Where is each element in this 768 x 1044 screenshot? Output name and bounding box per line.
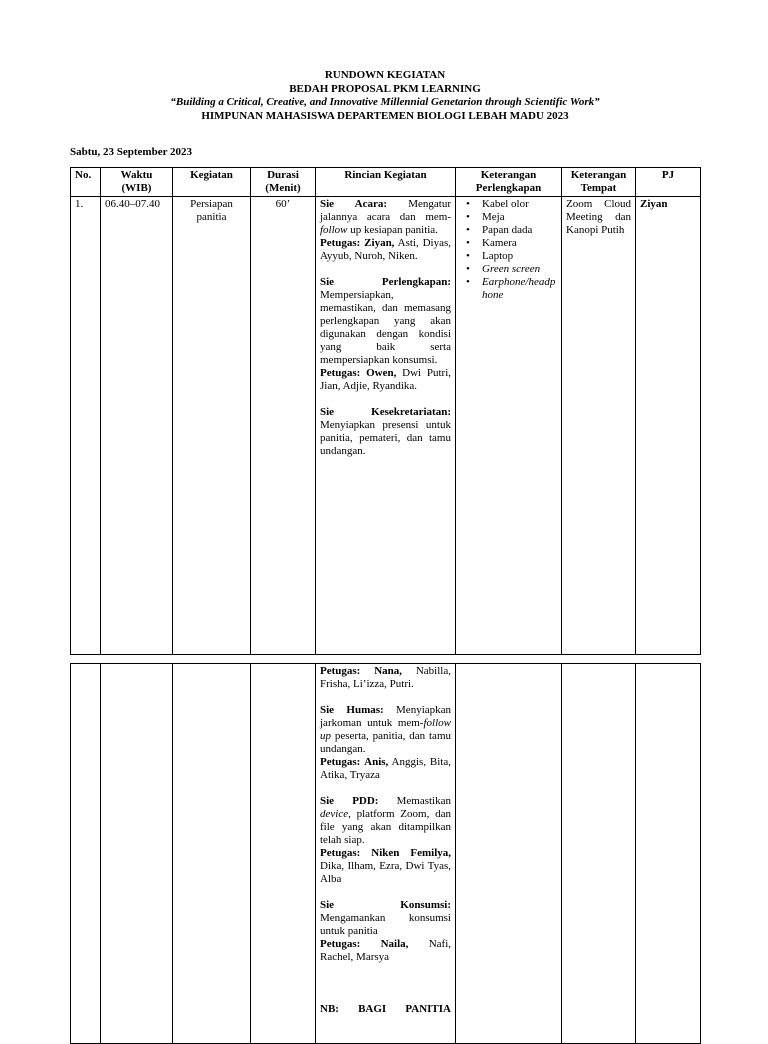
sie-perlengkapan-petugas: Petugas: Owen, Dwi Putri, Jian, Adjie, Ryandika. [320,367,452,392]
sie-konsumsi-petugas: Petugas: Naila, Nafi, Rachel, Marsya [320,938,451,963]
row-rincian-continued [316,664,456,1044]
list-item: • Green screen [482,263,557,276]
list-item: • Laptop [482,250,557,263]
table-row [71,197,701,655]
event-theme: “Building a Critical, Creative, and Innovative Millennial Genetarion through Scientific Work” [170,96,600,108]
col-no: No. [71,168,101,197]
sie-kesekretariatan: Sie Kesekretariatan: Menyiapkan presensi untuk panitia, pemateri, dan tamu undangan. [320,406,451,457]
table-row [71,664,701,1044]
col-perlengkapan: Keterangan Perlengkapan [456,168,562,197]
rundown-table [70,167,701,655]
sie-perlengkapan: Sie Perlengkapan: Mempersiapkan, memastikan, dan memasang perlengkapan yang akan digunakan dengan kondisi yang baik serta mempersiapkan konsumsi. [320,276,451,366]
row-waktu: 06.40–07.40 [101,197,173,655]
row-rincian [316,197,456,655]
event-date: Sabtu, 23 September 2023 [70,146,193,158]
row-no: 1. [71,197,101,655]
col-pj: PJ [636,168,701,197]
row-tempat: Zoom Cloud Meeting dan Kanopi Putih [562,197,636,655]
doc-title: RUNDOWN KEGIATAN [324,69,446,81]
row-pj: Ziyan [636,197,701,655]
list-item: • Kamera [482,237,557,250]
col-tempat: Keterangan Tempat [562,168,636,197]
sie-humas: Sie Humas: Menyiapkan jarkoman untuk mem-follow up peserta, panitia, dan tamu undangan. [320,704,452,755]
list-item: • Papan dada [482,224,557,237]
sie-kesekretariatan-petugas: Petugas: Nana, Nabilla, Frisha, Li’izza, Putri. [320,665,451,690]
sie-humas-petugas: Petugas: Anis, Anggis, Bita, Atika, Tryaza [320,756,451,781]
rundown-table-continued [70,663,701,1044]
event-title: BEDAH PROPOSAL PKM LEARNING [289,82,481,95]
col-rincian: Rincian Kegiatan [316,168,456,197]
list-item: • Kabel olor [482,198,557,211]
sie-konsumsi: Sie Konsumsi: Mengamankan konsumsi untuk panitia [320,899,451,937]
col-durasi: Durasi (Menit) [251,168,316,197]
document-header [70,69,700,123]
col-waktu: Waktu (WIB) [101,168,173,197]
row-durasi: 60’ [251,197,316,655]
sie-pdd-petugas: Petugas: Niken Femilya, Dika, Ilham, Ezra, Dwi Tyas, Alba [320,847,452,885]
list-item: • Earphone/headphone [482,276,557,302]
row-perlengkapan [456,197,562,655]
note: NB: BAGI PANITIA [320,1003,451,1015]
list-item: • Meja [482,211,557,224]
table-header-row [71,168,701,197]
organization: HIMPUNAN MAHASISWA DEPARTEMEN BIOLOGI LEBAH MADU 2023 [201,109,569,122]
sie-acara: Sie Acara: Mengatur jalannya acara dan mem-follow up kesiapan panitia. [320,198,451,236]
sie-pdd: Sie PDD: Memastikan device, platform Zoom, dan file yang akan ditampilkan telah siap. [320,795,451,846]
equipment-list [460,198,557,302]
sie-acara-petugas: Petugas: Ziyan, Asti, Diyas, Ayyub, Nuroh, Niken. [320,237,452,262]
row-kegiatan: Persiapan panitia [173,197,251,655]
col-kegiatan: Kegiatan [173,168,251,197]
